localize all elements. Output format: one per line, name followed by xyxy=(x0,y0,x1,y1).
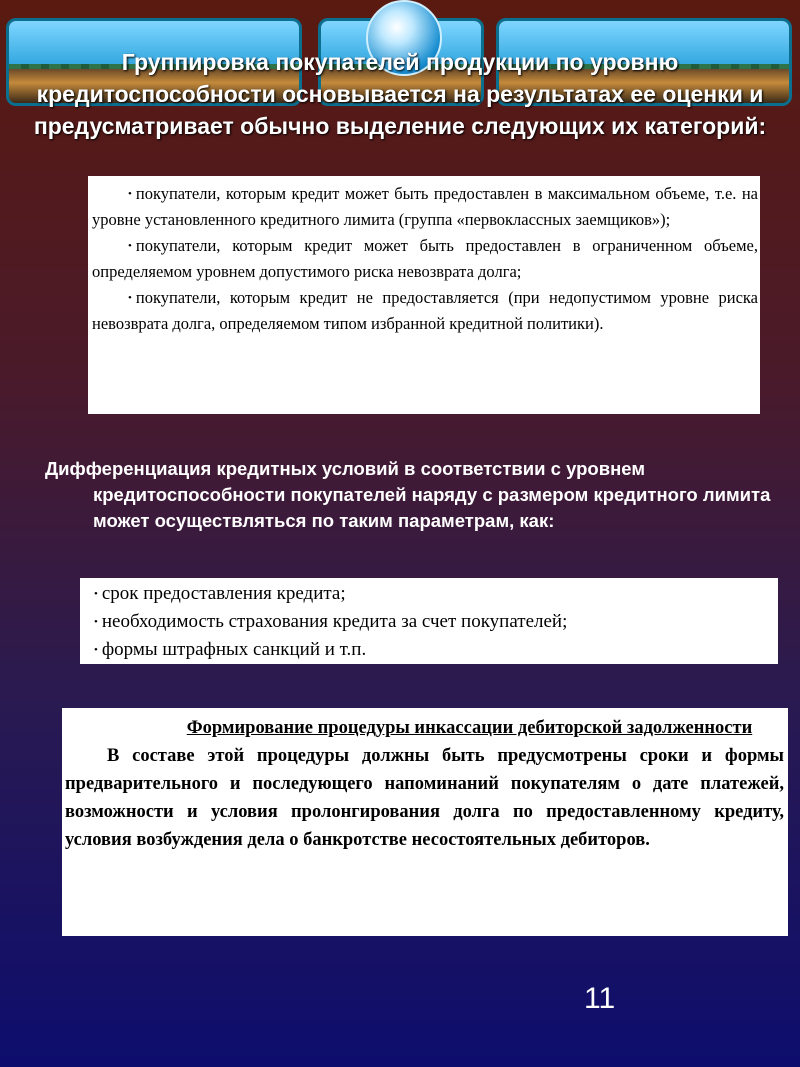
bullet-icon: • xyxy=(128,240,132,252)
differentiation-text: Дифференциация кредитных условий в соответствии с уровнем кредитоспособности покупателей наряду с размером кредитного лимита может осуществляться по таким параметрам, как: xyxy=(45,458,771,531)
list-item: • покупатели, которым кредит не предоставляется (при недопустимом уровне риска невозврата долга, определяемом типом избранной кредитной политики). xyxy=(92,288,758,333)
bullet-icon: • xyxy=(128,188,132,200)
procedure-heading: Формирование процедуры инкассации дебиторской задолженности xyxy=(186,718,753,738)
procedure-box xyxy=(62,708,788,936)
bullet-icon: • xyxy=(94,588,98,600)
parameters-box xyxy=(80,578,778,664)
list-item: • покупатели, которым кредит может быть предоставлен в ограниченном объеме, определяемом уровнем допустимого риска невозврата долга; xyxy=(92,236,758,281)
procedure-text: В составе этой процедуры должны быть предусмотрены сроки и формы предварительного и последующего напоминаний покупателям о дате платежей, возможности и условия пролонгирования долга по предоставленному кредиту, условия возбуждения дела о банкротстве несостоятельных дебиторов. xyxy=(65,746,784,850)
page-number: 11 xyxy=(584,982,616,1015)
list-item: • необходимость страхования кредита за счет покупателей; xyxy=(94,611,568,632)
bullet-icon: • xyxy=(94,616,98,628)
bullet-icon: • xyxy=(94,644,98,656)
list-item: • срок предоставления кредита; xyxy=(94,583,346,604)
slide-title: Группировка покупателей продукции по уровню кредитоспособности основывается на результатах ее оценки и предусматривает обычно выделение следующих их категорий: xyxy=(33,49,767,139)
list-item: • покупатели, которым кредит может быть предоставлен в максимальном объеме, т.е. на уровне установленного кредитного лимита (группа «первоклассных заемщиков»); xyxy=(92,184,758,229)
bullet-icon: • xyxy=(128,292,132,304)
list-item: • формы штрафных санкций и т.п. xyxy=(94,639,367,660)
categories-box xyxy=(88,176,760,414)
